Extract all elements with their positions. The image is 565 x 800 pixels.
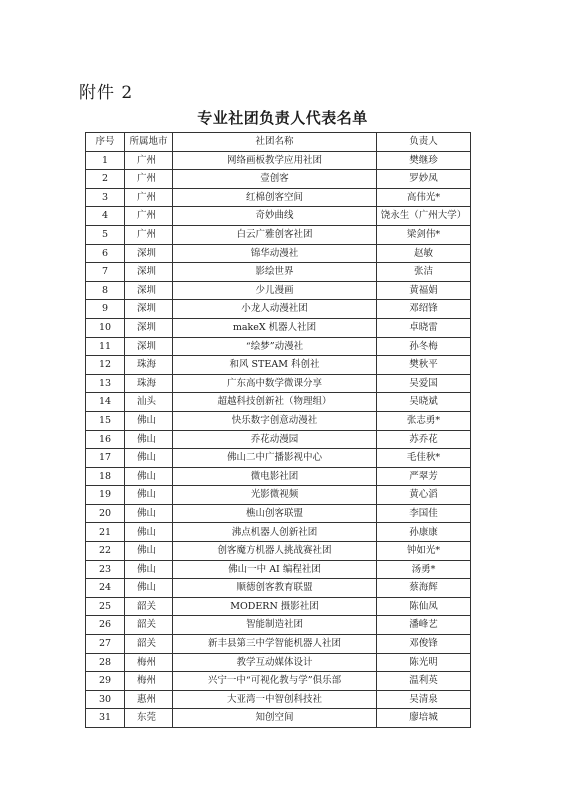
cell-region: 深圳 bbox=[125, 337, 173, 356]
table-row bbox=[86, 635, 471, 654]
cell-region: 佛山 bbox=[125, 411, 173, 430]
cell-club: 小龙人动漫社团 bbox=[173, 300, 377, 319]
cell-leader: 饶永生（广州大学） bbox=[377, 207, 471, 226]
cell-leader: 潘峰艺 bbox=[377, 616, 471, 635]
table-row bbox=[86, 374, 471, 393]
header-region: 所属地市 bbox=[125, 133, 173, 152]
cell-region: 佛山 bbox=[125, 504, 173, 523]
cell-club: “绘梦”动漫社 bbox=[173, 337, 377, 356]
cell-leader: 苏乔花 bbox=[377, 430, 471, 449]
table-row bbox=[86, 690, 471, 709]
cell-region: 广州 bbox=[125, 225, 173, 244]
cell-region: 韶关 bbox=[125, 635, 173, 654]
cell-region: 汕头 bbox=[125, 393, 173, 412]
cell-leader: 陈仙凤 bbox=[377, 597, 471, 616]
table-row bbox=[86, 170, 471, 189]
cell-club: 白云广雅创客社团 bbox=[173, 225, 377, 244]
table-row bbox=[86, 151, 471, 170]
table-row bbox=[86, 430, 471, 449]
cell-club: 广东高中数学微课分享 bbox=[173, 374, 377, 393]
cell-index: 3 bbox=[86, 188, 125, 207]
table-row bbox=[86, 597, 471, 616]
table-row bbox=[86, 579, 471, 598]
cell-leader: 钟如光* bbox=[377, 542, 471, 561]
cell-index: 20 bbox=[86, 504, 125, 523]
cell-region: 深圳 bbox=[125, 263, 173, 282]
cell-club: 网络画板教学应用社团 bbox=[173, 151, 377, 170]
table-row bbox=[86, 709, 471, 728]
table-row bbox=[86, 318, 471, 337]
cell-index: 21 bbox=[86, 523, 125, 542]
table-row bbox=[86, 449, 471, 468]
table-header-row bbox=[86, 133, 471, 152]
cell-index: 8 bbox=[86, 281, 125, 300]
table-row bbox=[86, 616, 471, 635]
cell-club: 和风 STEAM 科创社 bbox=[173, 356, 377, 375]
cell-index: 29 bbox=[86, 672, 125, 691]
cell-club: 教学互动媒体设计 bbox=[173, 653, 377, 672]
cell-club: 大亚湾一中智创科技社 bbox=[173, 690, 377, 709]
cell-leader: 黄福娟 bbox=[377, 281, 471, 300]
cell-index: 2 bbox=[86, 170, 125, 189]
cell-region: 惠州 bbox=[125, 690, 173, 709]
cell-leader: 吴爱国 bbox=[377, 374, 471, 393]
table-row bbox=[86, 300, 471, 319]
table-body bbox=[86, 151, 471, 727]
cell-leader: 张洁 bbox=[377, 263, 471, 282]
cell-club: MODERN 摄影社团 bbox=[173, 597, 377, 616]
table-row bbox=[86, 542, 471, 561]
cell-region: 佛山 bbox=[125, 449, 173, 468]
cell-index: 24 bbox=[86, 579, 125, 598]
table-row bbox=[86, 393, 471, 412]
document-title: 专业社团负责人代表名单 bbox=[197, 109, 368, 127]
cell-region: 东莞 bbox=[125, 709, 173, 728]
table-row bbox=[86, 188, 471, 207]
cell-club: 新丰县第三中学智能机器人社团 bbox=[173, 635, 377, 654]
roster-table bbox=[85, 132, 471, 728]
cell-region: 佛山 bbox=[125, 579, 173, 598]
header-club: 社团名称 bbox=[173, 133, 377, 152]
cell-region: 深圳 bbox=[125, 300, 173, 319]
cell-index: 14 bbox=[86, 393, 125, 412]
cell-club: 光影微视频 bbox=[173, 486, 377, 505]
cell-index: 19 bbox=[86, 486, 125, 505]
cell-index: 9 bbox=[86, 300, 125, 319]
cell-index: 12 bbox=[86, 356, 125, 375]
cell-index: 22 bbox=[86, 542, 125, 561]
cell-club: 快乐数字创意动漫社 bbox=[173, 411, 377, 430]
cell-club: 智能制造社团 bbox=[173, 616, 377, 635]
cell-leader: 温利英 bbox=[377, 672, 471, 691]
cell-club: 壹创客 bbox=[173, 170, 377, 189]
cell-region: 珠海 bbox=[125, 356, 173, 375]
cell-leader: 樊继珍 bbox=[377, 151, 471, 170]
cell-leader: 吴晓斌 bbox=[377, 393, 471, 412]
cell-club: 沸点机器人创新社团 bbox=[173, 523, 377, 542]
cell-index: 26 bbox=[86, 616, 125, 635]
cell-club: 佛山二中广播影视中心 bbox=[173, 449, 377, 468]
cell-region: 佛山 bbox=[125, 542, 173, 561]
cell-club: 锦华动漫社 bbox=[173, 244, 377, 263]
table-row bbox=[86, 356, 471, 375]
cell-index: 23 bbox=[86, 560, 125, 579]
cell-club: 乔花动漫园 bbox=[173, 430, 377, 449]
cell-index: 17 bbox=[86, 449, 125, 468]
cell-leader: 黄心滔 bbox=[377, 486, 471, 505]
cell-leader: 严翠芳 bbox=[377, 467, 471, 486]
cell-index: 5 bbox=[86, 225, 125, 244]
table-row bbox=[86, 263, 471, 282]
cell-index: 27 bbox=[86, 635, 125, 654]
cell-region: 佛山 bbox=[125, 467, 173, 486]
cell-club: 少儿漫画 bbox=[173, 281, 377, 300]
cell-index: 7 bbox=[86, 263, 125, 282]
cell-leader: 孙康康 bbox=[377, 523, 471, 542]
cell-leader: 陈光明 bbox=[377, 653, 471, 672]
cell-region: 佛山 bbox=[125, 486, 173, 505]
cell-region: 广州 bbox=[125, 170, 173, 189]
cell-leader: 高伟光* bbox=[377, 188, 471, 207]
table-row bbox=[86, 207, 471, 226]
cell-leader: 邓俊锋 bbox=[377, 635, 471, 654]
cell-region: 深圳 bbox=[125, 318, 173, 337]
cell-leader: 梁剑伟* bbox=[377, 225, 471, 244]
cell-club: 红棉创客空间 bbox=[173, 188, 377, 207]
table-row bbox=[86, 486, 471, 505]
cell-leader: 张志勇* bbox=[377, 411, 471, 430]
cell-leader: 李国佳 bbox=[377, 504, 471, 523]
cell-leader: 罗妙凤 bbox=[377, 170, 471, 189]
cell-index: 16 bbox=[86, 430, 125, 449]
cell-index: 15 bbox=[86, 411, 125, 430]
cell-leader: 吴清泉 bbox=[377, 690, 471, 709]
cell-region: 佛山 bbox=[125, 560, 173, 579]
cell-club: 樵山创客联盟 bbox=[173, 504, 377, 523]
cell-index: 31 bbox=[86, 709, 125, 728]
cell-index: 28 bbox=[86, 653, 125, 672]
cell-index: 4 bbox=[86, 207, 125, 226]
cell-club: 微电影社团 bbox=[173, 467, 377, 486]
cell-club: 创客魔方机器人挑战赛社团 bbox=[173, 542, 377, 561]
cell-region: 韶关 bbox=[125, 616, 173, 635]
table-row bbox=[86, 523, 471, 542]
table-row bbox=[86, 411, 471, 430]
cell-club: 顺德创客教育联盟 bbox=[173, 579, 377, 598]
cell-index: 30 bbox=[86, 690, 125, 709]
table-row bbox=[86, 467, 471, 486]
cell-region: 梅州 bbox=[125, 672, 173, 691]
cell-leader: 孙冬梅 bbox=[377, 337, 471, 356]
table-row bbox=[86, 653, 471, 672]
attachment-label: 附件 2 bbox=[79, 83, 134, 103]
table-row bbox=[86, 281, 471, 300]
cell-club: 兴宁一中“可视化教与学”俱乐部 bbox=[173, 672, 377, 691]
cell-index: 1 bbox=[86, 151, 125, 170]
table-row bbox=[86, 337, 471, 356]
cell-club: 超越科技创新社（物理组） bbox=[173, 393, 377, 412]
table-row bbox=[86, 244, 471, 263]
cell-region: 珠海 bbox=[125, 374, 173, 393]
table-row bbox=[86, 504, 471, 523]
cell-region: 佛山 bbox=[125, 430, 173, 449]
cell-leader: 卓晓雷 bbox=[377, 318, 471, 337]
cell-club: makeX 机器人社团 bbox=[173, 318, 377, 337]
cell-index: 13 bbox=[86, 374, 125, 393]
cell-index: 18 bbox=[86, 467, 125, 486]
cell-region: 广州 bbox=[125, 188, 173, 207]
header-index: 序号 bbox=[86, 133, 125, 152]
cell-leader: 樊秋平 bbox=[377, 356, 471, 375]
cell-club: 知创空间 bbox=[173, 709, 377, 728]
cell-leader: 廖培城 bbox=[377, 709, 471, 728]
table-row bbox=[86, 225, 471, 244]
cell-region: 广州 bbox=[125, 207, 173, 226]
cell-region: 韶关 bbox=[125, 597, 173, 616]
cell-region: 广州 bbox=[125, 151, 173, 170]
cell-club: 影绘世界 bbox=[173, 263, 377, 282]
cell-region: 佛山 bbox=[125, 523, 173, 542]
cell-leader: 邓绍锋 bbox=[377, 300, 471, 319]
cell-index: 10 bbox=[86, 318, 125, 337]
table-row bbox=[86, 672, 471, 691]
cell-leader: 蔡海辉 bbox=[377, 579, 471, 598]
cell-leader: 汤勇* bbox=[377, 560, 471, 579]
cell-region: 深圳 bbox=[125, 281, 173, 300]
cell-region: 深圳 bbox=[125, 244, 173, 263]
cell-club: 佛山一中 AI 编程社团 bbox=[173, 560, 377, 579]
cell-club: 奇妙曲线 bbox=[173, 207, 377, 226]
table-row bbox=[86, 560, 471, 579]
cell-leader: 赵敏 bbox=[377, 244, 471, 263]
cell-index: 6 bbox=[86, 244, 125, 263]
cell-region: 梅州 bbox=[125, 653, 173, 672]
header-leader: 负责人 bbox=[377, 133, 471, 152]
cell-leader: 毛佳秋* bbox=[377, 449, 471, 468]
cell-index: 11 bbox=[86, 337, 125, 356]
cell-index: 25 bbox=[86, 597, 125, 616]
